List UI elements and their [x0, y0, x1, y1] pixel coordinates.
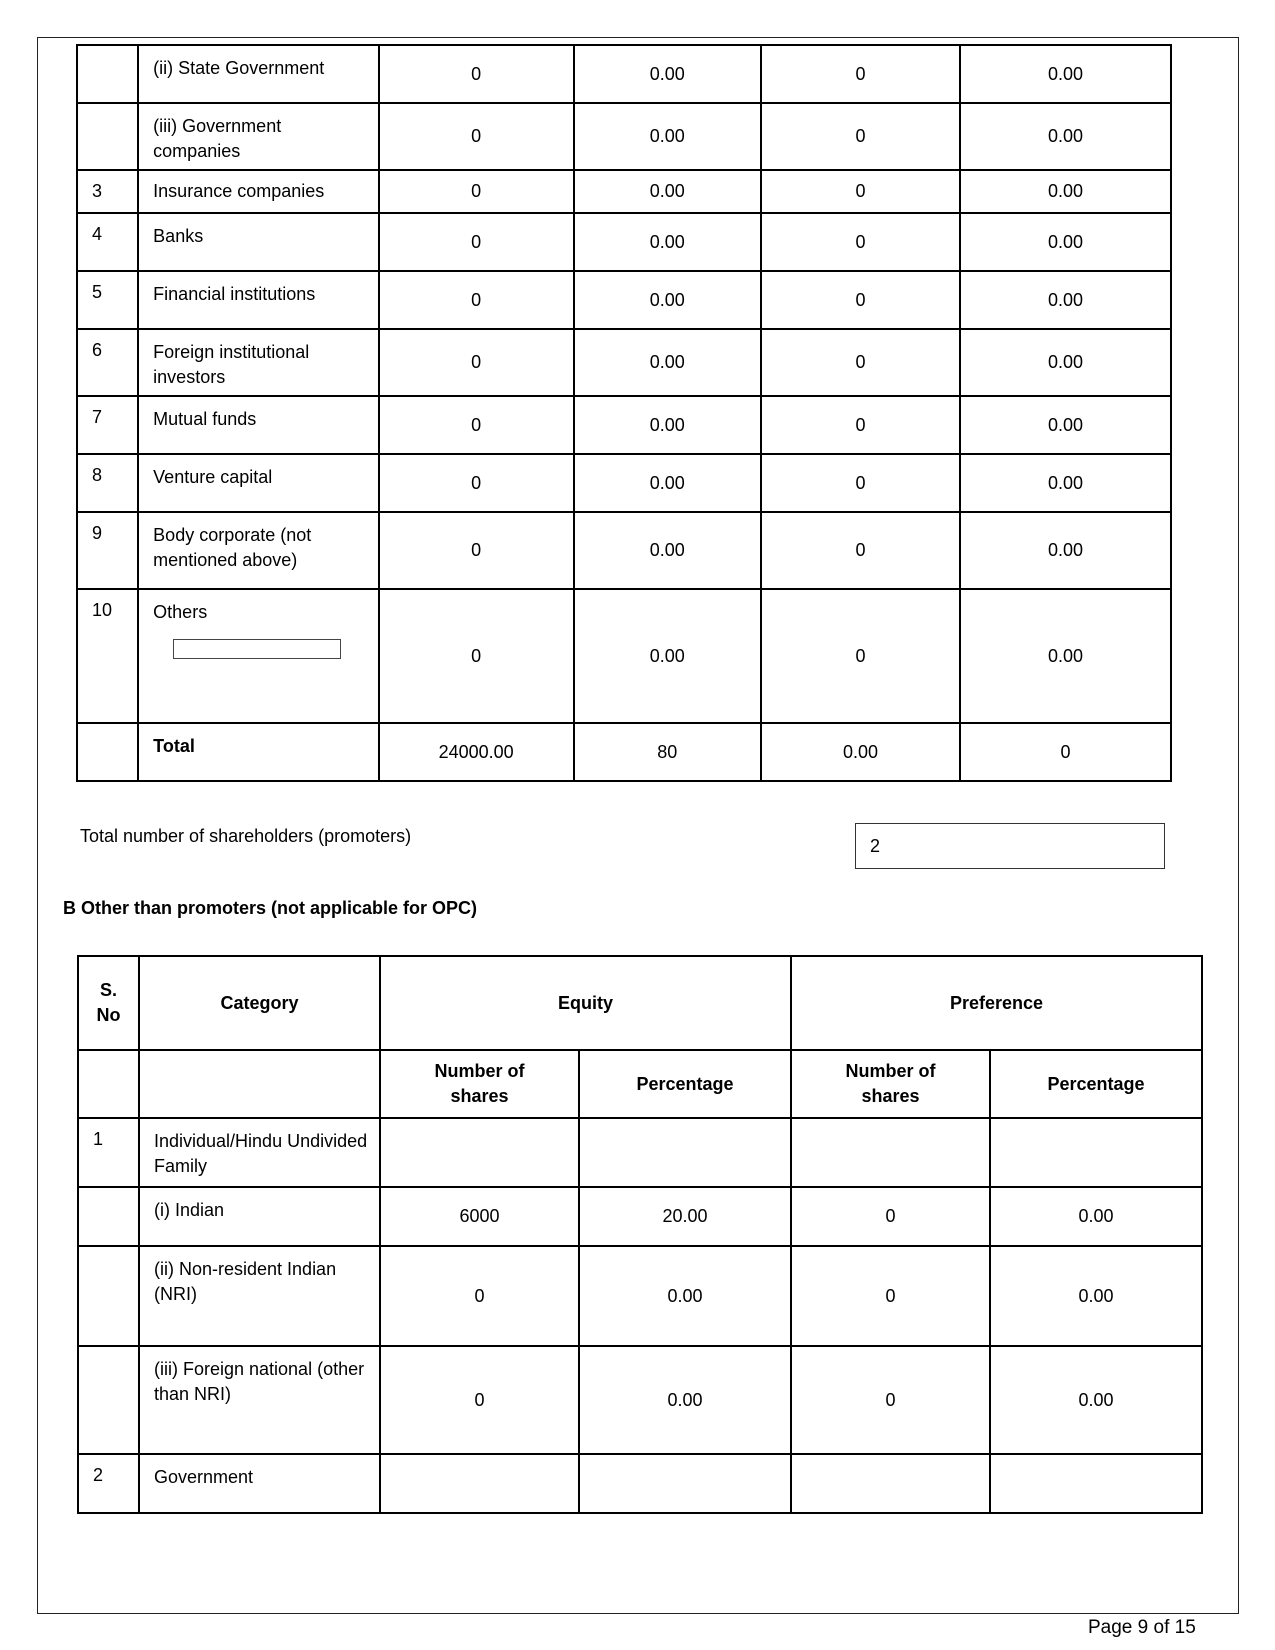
preference-shares-cell: 0	[761, 45, 960, 103]
category-cell: Foreign institutional investors	[138, 329, 379, 396]
table-row	[78, 1346, 1202, 1454]
equity-percentage-header: Percentage	[579, 1050, 791, 1118]
preference-shares-cell: 0	[761, 396, 960, 454]
preference-percentage-cell: 0.00	[990, 1346, 1202, 1454]
equity-shares-cell	[380, 1454, 579, 1513]
preference-percentage-cell: 0.00	[960, 329, 1171, 396]
table-row	[77, 329, 1171, 396]
equity-percentage-cell: 0.00	[574, 512, 762, 589]
equity-percentage-cell: 0.00	[574, 45, 762, 103]
section-b-title: B Other than promoters (not applicable for OPC)	[63, 898, 478, 918]
preference-shares-cell: 0	[761, 103, 960, 170]
equity-shares-cell: 0	[379, 45, 574, 103]
preference-shares-cell	[791, 1118, 990, 1187]
equity-percentage-cell: 0.00	[574, 454, 762, 512]
preference-percentage-cell: 0.00	[990, 1187, 1202, 1246]
subheader-row	[78, 1050, 1202, 1118]
sno-cell	[77, 103, 138, 170]
equity-percentage-cell: 0.00	[574, 329, 762, 396]
equity-shares-cell	[380, 1118, 579, 1187]
equity-shares-cell: 0	[380, 1246, 579, 1346]
sno-cell: 6	[77, 329, 138, 396]
equity-shares-cell: 0	[379, 103, 574, 170]
sno-cell: 8	[77, 454, 138, 512]
preference-percentage-header: Percentage	[990, 1050, 1202, 1118]
sno-cell	[77, 723, 138, 781]
equity-percentage-cell	[579, 1118, 791, 1187]
total-row	[77, 723, 1171, 781]
equity-shares-cell: 0	[379, 589, 574, 723]
header-row	[78, 956, 1202, 1050]
table-row	[78, 1454, 1202, 1513]
preference-shares-cell: 0	[791, 1346, 990, 1454]
category-cell: Banks	[138, 213, 379, 271]
others-label: Others	[153, 602, 208, 622]
preference-shares-cell: 0	[761, 170, 960, 213]
preference-shares-cell: 0	[791, 1246, 990, 1346]
empty-cell	[78, 1050, 139, 1118]
equity-percentage-cell: 0.00	[574, 271, 762, 329]
table-row	[77, 454, 1171, 512]
sno-cell: 7	[77, 396, 138, 454]
preference-percentage-cell	[990, 1454, 1202, 1513]
table-row	[77, 103, 1171, 170]
equity-percentage-cell: 0.00	[579, 1246, 791, 1346]
sno-cell	[77, 45, 138, 103]
preference-shares-cell: 0	[761, 589, 960, 723]
preference-shares-cell: 0	[761, 329, 960, 396]
sno-cell	[78, 1187, 139, 1246]
preference-percentage-cell: 0.00	[960, 45, 1171, 103]
promoters-table	[76, 44, 1172, 782]
table-row	[77, 45, 1171, 103]
equity-shares-cell: 0	[379, 271, 574, 329]
category-cell: (i) Indian	[139, 1187, 380, 1246]
total-preference-shares: 0.00	[761, 723, 960, 781]
preference-shares-cell: 0	[761, 213, 960, 271]
table-row	[77, 271, 1171, 329]
promoters-count-label: Total number of shareholders (promoters)	[80, 826, 412, 846]
preference-shares-cell: 0	[791, 1187, 990, 1246]
category-cell: Body corporate (not mentioned above)	[138, 512, 379, 589]
total-equity-shares: 24000.00	[379, 723, 574, 781]
category-cell: Individual/Hindu Undivided Family	[139, 1118, 380, 1187]
table-row	[78, 1187, 1202, 1246]
preference-percentage-cell: 0.00	[960, 213, 1171, 271]
page-number: Page 9 of 15	[1088, 1617, 1196, 1638]
preference-percentage-cell	[990, 1118, 1202, 1187]
equity-shares-cell: 6000	[380, 1187, 579, 1246]
preference-header: Preference	[791, 956, 1202, 1050]
equity-shares-cell: 0	[380, 1346, 579, 1454]
equity-percentage-cell: 0.00	[574, 103, 762, 170]
preference-percentage-cell: 0.00	[960, 170, 1171, 213]
table-row	[78, 1118, 1202, 1187]
sno-cell: 9	[77, 512, 138, 589]
others-specify-input[interactable]	[173, 639, 341, 659]
preference-shares-cell	[791, 1454, 990, 1513]
category-cell: Government	[139, 1454, 380, 1513]
table-row	[77, 170, 1171, 213]
preference-number-of-shares-header: Number of shares	[791, 1050, 990, 1118]
category-cell: (iii) Foreign national (other than NRI)	[139, 1346, 380, 1454]
sno-cell: 3	[77, 170, 138, 213]
equity-percentage-cell: 0.00	[579, 1346, 791, 1454]
empty-cell	[139, 1050, 380, 1118]
category-cell: (ii) State Government	[138, 45, 379, 103]
equity-header: Equity	[380, 956, 791, 1050]
equity-percentage-cell: 0.00	[574, 589, 762, 723]
equity-shares-cell: 0	[379, 213, 574, 271]
sno-cell: 4	[77, 213, 138, 271]
preference-shares-cell: 0	[761, 512, 960, 589]
table-row	[77, 213, 1171, 271]
sno-cell: 10	[77, 589, 138, 723]
category-cell	[138, 589, 379, 723]
equity-percentage-cell: 20.00	[579, 1187, 791, 1246]
category-cell: Mutual funds	[138, 396, 379, 454]
category-header: Category	[139, 956, 380, 1050]
preference-percentage-cell: 0.00	[960, 589, 1171, 723]
preference-percentage-cell: 0.00	[960, 103, 1171, 170]
equity-shares-cell: 0	[379, 329, 574, 396]
preference-percentage-cell: 0.00	[960, 454, 1171, 512]
category-cell: Venture capital	[138, 454, 379, 512]
promoters-count-field[interactable]: 2	[855, 823, 1165, 869]
equity-shares-cell: 0	[379, 170, 574, 213]
sno-cell: 2	[78, 1454, 139, 1513]
category-cell: Financial institutions	[138, 271, 379, 329]
equity-percentage-cell: 0.00	[574, 213, 762, 271]
sno-cell: 5	[77, 271, 138, 329]
equity-shares-cell: 0	[379, 396, 574, 454]
category-cell: Insurance companies	[138, 170, 379, 213]
table-row	[78, 1246, 1202, 1346]
equity-percentage-cell	[579, 1454, 791, 1513]
category-cell: (iii) Government companies	[138, 103, 379, 170]
sno-cell	[78, 1246, 139, 1346]
preference-percentage-cell: 0.00	[960, 396, 1171, 454]
table-row	[77, 589, 1171, 723]
equity-number-of-shares-header: Number of shares	[380, 1050, 579, 1118]
equity-percentage-cell: 0.00	[574, 396, 762, 454]
equity-shares-cell: 0	[379, 512, 574, 589]
table-row	[77, 396, 1171, 454]
preference-percentage-cell: 0.00	[990, 1246, 1202, 1346]
category-cell: (ii) Non-resident Indian (NRI)	[139, 1246, 380, 1346]
non-promoters-table	[77, 955, 1203, 1514]
sno-header: S. No	[78, 956, 139, 1050]
equity-percentage-cell: 0.00	[574, 170, 762, 213]
sno-cell	[78, 1346, 139, 1454]
sno-cell: 1	[78, 1118, 139, 1187]
table-row	[77, 512, 1171, 589]
equity-shares-cell: 0	[379, 454, 574, 512]
total-label: Total	[138, 723, 379, 781]
preference-shares-cell: 0	[761, 271, 960, 329]
preference-percentage-cell: 0.00	[960, 271, 1171, 329]
total-preference-percentage: 0	[960, 723, 1171, 781]
total-equity-percentage: 80	[574, 723, 762, 781]
preference-shares-cell: 0	[761, 454, 960, 512]
preference-percentage-cell: 0.00	[960, 512, 1171, 589]
